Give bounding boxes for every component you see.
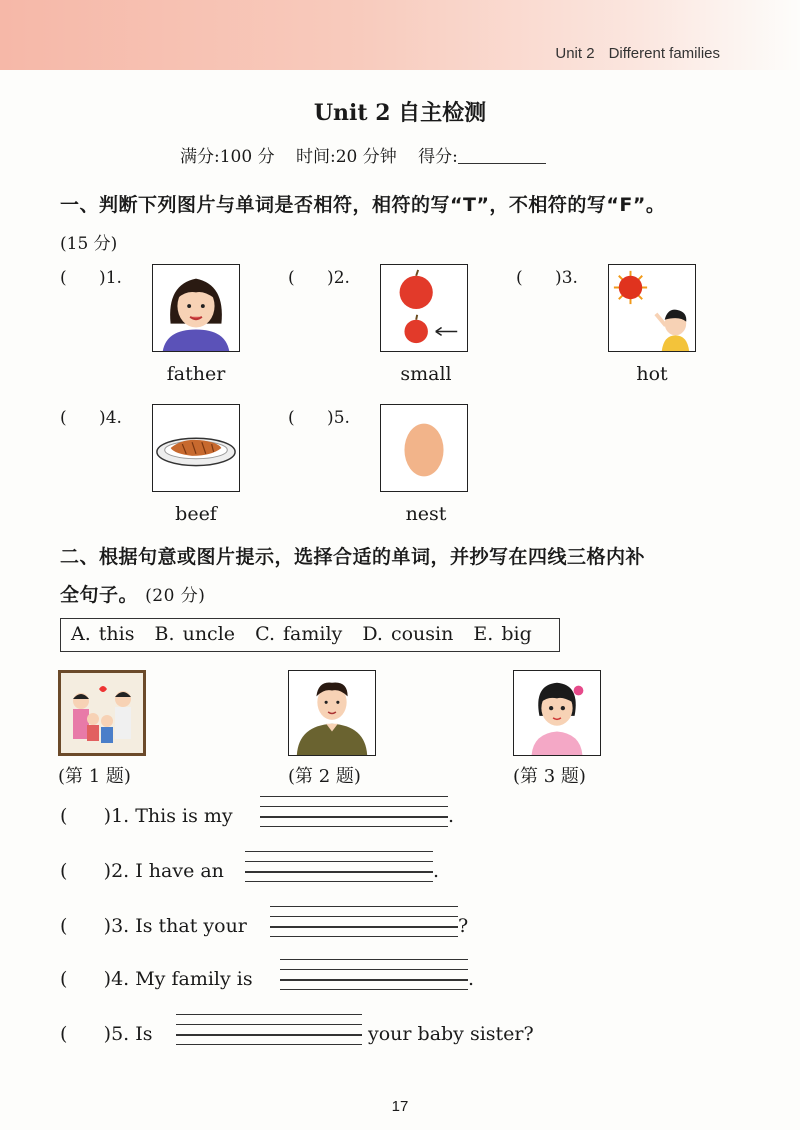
s2-q4-writing-lines[interactable] [280,959,468,989]
section2-heading-text: 全句子。 [60,584,139,606]
girl-icon [514,671,600,755]
s1-word-3: hot [636,363,668,385]
section2-heading-line1: 二、根据句意或图片提示，选择合适的单词，并抄写在四线三格内补 [60,546,646,568]
score-label: 得分: [418,147,458,167]
family-icon [61,673,143,753]
sun-icon [609,265,695,351]
egg-picture [380,404,468,492]
option-d: D. cousin [362,623,454,645]
caption-1: (第 1 题) [58,766,131,787]
option-a: A. this [71,623,135,645]
s1-q2-mark[interactable]: ( )2. [288,268,350,288]
s2-q2-punct: . [433,860,440,882]
s2-q5-text: ( )5. Is [60,1023,153,1045]
apples-picture [380,264,468,352]
time-limit: 时间:20 分钟 [296,147,397,167]
s2-q5-writing-lines[interactable] [176,1014,362,1044]
section1-score: (15 分) [60,234,118,254]
man-icon [289,671,375,755]
apple-icon [381,265,467,351]
section2-heading-line2 [60,580,205,607]
plate-icon [153,405,239,491]
caption-3: (第 3 题) [513,766,586,787]
score-blank[interactable] [458,150,546,164]
section2-score: (20 分) [145,586,206,606]
s2-q5-tail: your baby sister? [368,1023,534,1045]
beef-picture [152,404,240,492]
s2-q3-text: ( )3. Is that your [60,915,247,937]
s2-q3-writing-lines[interactable] [270,906,458,936]
s2-q2-writing-lines[interactable] [245,851,433,881]
s2-q3-punct: ? [458,915,469,937]
caption-2: (第 2 题) [288,766,361,787]
page-number: 17 [391,1098,409,1115]
option-c: C. family [255,623,343,645]
s2-q4-text: ( )4. My family is [60,968,253,990]
s2-q1-text: ( )1. This is my [60,805,233,827]
word-options-box [60,618,560,652]
header-topic: Different families [608,45,720,62]
s2-q2-text: ( )2. I have an [60,860,224,882]
header-unit-label [555,45,720,62]
page-title: Unit 2 自主检测 [313,100,487,126]
full-score: 满分:100 分 [180,147,275,167]
hot-sun-picture [608,264,696,352]
s1-q5-mark[interactable]: ( )5. [288,408,350,428]
uncle-picture [288,670,376,756]
option-b: B. uncle [154,623,236,645]
family-photo-picture [58,670,146,756]
cousin-girl-picture [513,670,601,756]
s1-word-1: father [166,363,226,385]
s1-q1-mark[interactable]: ( )1. [60,268,122,288]
s2-q1-writing-lines[interactable] [260,796,448,826]
option-e: E. big [473,623,532,645]
score-meta [180,142,562,167]
s2-q4-punct: . [468,968,475,990]
header-unit: Unit 2 [555,45,595,62]
egg-icon [381,405,467,491]
s1-q4-mark[interactable]: ( )4. [60,408,122,428]
mother-picture [152,264,240,352]
s1-word-4: beef [175,503,217,525]
s2-q1-punct: . [448,805,455,827]
s1-word-2: small [400,363,452,385]
s1-q3-mark[interactable]: ( )3. [516,268,578,288]
section1-heading: 一、判断下列图片与单词是否相符，相符的写“T”，不相符的写“F”。 [60,194,666,216]
woman-icon [153,265,239,351]
s1-word-5: nest [405,503,447,525]
